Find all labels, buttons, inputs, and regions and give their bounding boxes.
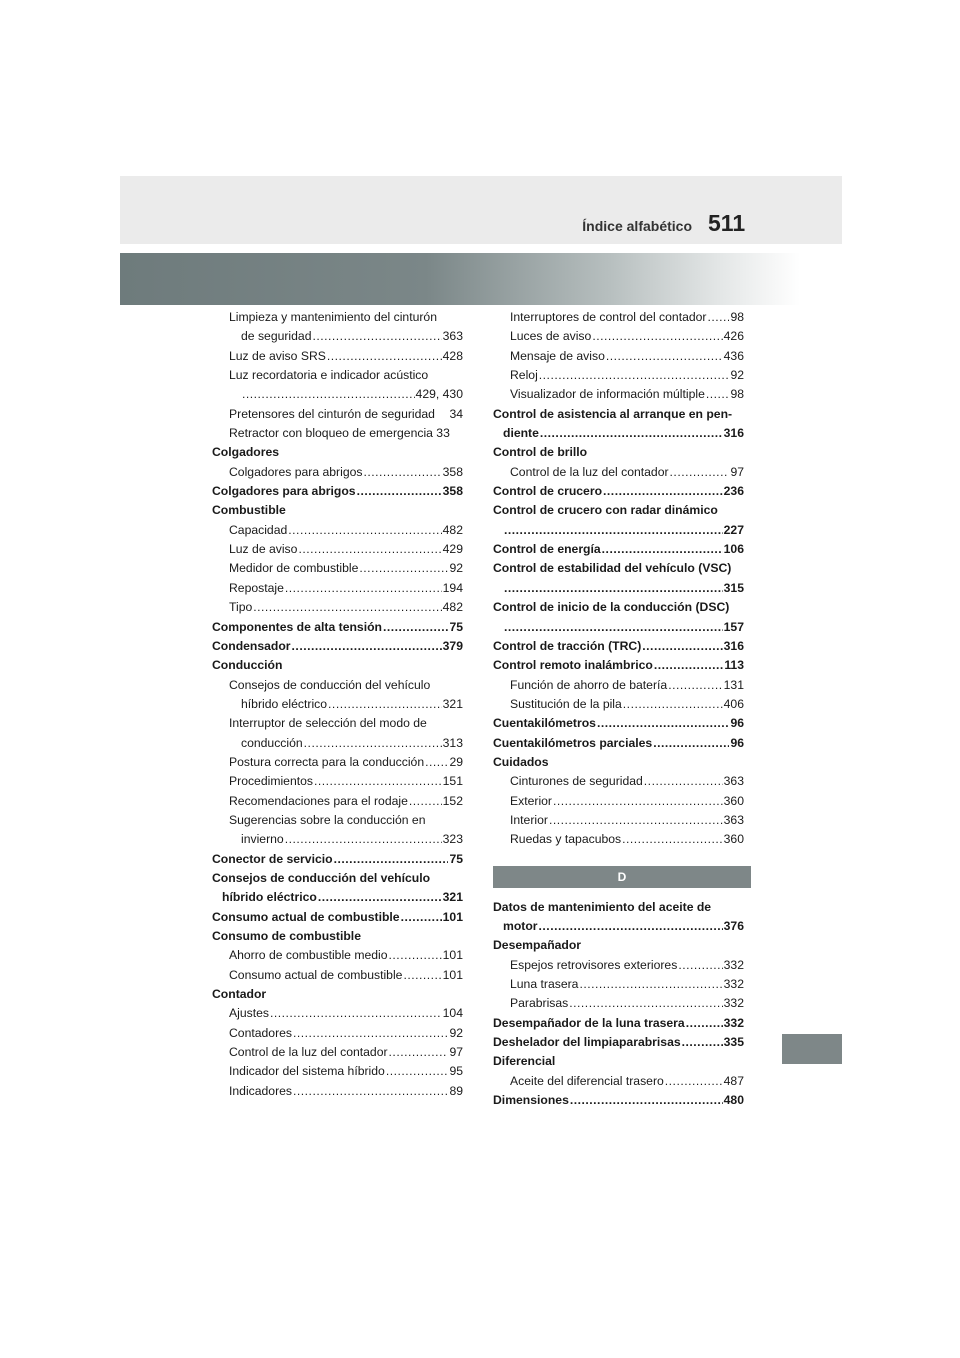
index-entry-text: Capacidad: [229, 522, 288, 537]
index-entry-page: 194: [442, 580, 463, 595]
index-entry-text: Contadores: [229, 1025, 293, 1040]
index-entry: [212, 347, 463, 366]
dot-leader: [654, 656, 724, 675]
index-entry: [493, 424, 744, 443]
index-entry-text: Combustible: [212, 503, 286, 518]
dot-leader: [363, 463, 441, 482]
index-entry-page: 335: [723, 1035, 744, 1050]
index-entry: [493, 734, 744, 753]
index-entry: [493, 327, 744, 346]
index-entry-page: 321: [442, 890, 463, 905]
index-entry: [493, 1072, 744, 1091]
index-entry: [212, 676, 463, 695]
dot-leader: [602, 540, 723, 559]
index-entry-page: 101: [442, 948, 463, 963]
index-entry: [212, 327, 463, 346]
index-entry: [493, 385, 744, 404]
index-entry-text: Control de asistencia al arranque en pen-: [493, 406, 733, 421]
index-entry: [212, 637, 463, 656]
index-entry-page: 358: [442, 484, 463, 499]
dot-leader: [540, 424, 723, 443]
index-entry-text: Tipo: [229, 600, 253, 615]
index-entry: [212, 1004, 463, 1023]
index-entry: [493, 714, 744, 733]
index-entry: [212, 927, 463, 946]
index-entry-text: Indicador del sistema híbrido: [229, 1064, 385, 1079]
dot-leader: [389, 1043, 449, 1062]
index-entry: [493, 1052, 744, 1071]
index-entry-text: híbrido eléctrico: [222, 890, 317, 905]
index-entry: [212, 385, 463, 404]
dot-leader: [293, 1082, 448, 1101]
index-entry: [493, 695, 744, 714]
index-entry-text: Conector de servicio: [212, 851, 333, 866]
index-entry: [493, 1033, 744, 1052]
index-entry-page: 358: [442, 464, 463, 479]
index-entry-text: Consejos de conducción del vehículo: [229, 677, 431, 692]
index-entry-page: 360: [723, 832, 744, 847]
index-entry-page: 152: [442, 793, 463, 808]
index-entry-text: Mensaje de aviso: [510, 348, 605, 363]
dot-leader: [386, 1062, 449, 1081]
index-entry: [212, 985, 463, 1004]
dot-leader: [318, 888, 442, 907]
dot-leader: [270, 1004, 442, 1023]
index-entry-page: 313: [442, 735, 463, 750]
index-entry-page: 92: [730, 368, 744, 383]
index-entry: [493, 917, 744, 936]
index-entry: [212, 540, 463, 559]
index-entry-text: Visualizador de información múltiple: [510, 387, 705, 402]
index-entry-text: Espejos retrovisores exteriores: [510, 957, 678, 972]
index-entry: [493, 405, 744, 424]
index-entry-page: 89: [449, 1083, 463, 1098]
index-entry: [212, 521, 463, 540]
index-entry-text: Recomendaciones para el rodaje: [229, 793, 408, 808]
index-entry-text: Interruptores de control del contador: [510, 310, 707, 324]
dot-leader: [642, 637, 722, 656]
index-entry-page: 98: [730, 310, 744, 324]
dot-leader: [597, 714, 729, 733]
index-entry-text: Control de tracción (TRC): [493, 638, 642, 653]
index-entry: [212, 1082, 463, 1101]
index-entry-page: 376: [723, 918, 744, 933]
dot-leader: [312, 327, 441, 346]
index-entry-page: 34: [449, 406, 463, 421]
dot-leader: [334, 850, 449, 869]
index-entry-page: 482: [442, 522, 463, 537]
index-entry: [493, 811, 744, 830]
index-entry-page: 113: [724, 658, 744, 673]
index-entry-page: 323: [442, 832, 463, 847]
index-entry: [493, 540, 744, 559]
dot-leader: [504, 579, 723, 598]
index-entry: [212, 811, 463, 830]
dot-leader: [314, 772, 442, 791]
dot-leader: [539, 917, 723, 936]
index-entry-page: 315: [723, 580, 744, 595]
dot-leader: [359, 559, 448, 578]
dot-leader: [389, 946, 442, 965]
index-entry-text: Cinturones de seguridad: [510, 774, 643, 789]
index-entry-text: de seguridad: [241, 329, 312, 344]
index-entry-text: Control de crucero: [493, 484, 603, 499]
index-entry: [212, 966, 463, 985]
index-entry: [493, 772, 744, 791]
index-entry: [212, 618, 463, 637]
dot-leader: [293, 1024, 448, 1043]
index-entry-page: 106: [723, 542, 744, 557]
index-entry: [493, 975, 744, 994]
index-entry-text: Interior: [510, 812, 548, 827]
dot-leader: [592, 327, 722, 346]
dot-leader: [549, 811, 723, 830]
index-entry-text: Cuentakilómetros: [493, 716, 596, 731]
dot-leader: [285, 830, 442, 849]
index-entry-page: 101: [442, 909, 463, 924]
index-entry-text: Sugerencias sobre la conducción en: [229, 812, 426, 827]
index-entry-text: Colgadores para abrigos: [212, 484, 356, 499]
index-entry-page: 429, 430: [415, 387, 463, 402]
dot-leader: [553, 792, 723, 811]
header-gradient-band: [120, 253, 800, 305]
dot-leader: [622, 830, 723, 849]
index-entry: [493, 994, 744, 1013]
index-entry-text: Reloj: [510, 368, 538, 383]
index-entry-text: Sustitución de la pila: [510, 696, 622, 711]
index-entry-text: Cuidados: [493, 754, 549, 769]
letter-section-band: D: [493, 866, 751, 888]
index-entry: [493, 1091, 744, 1110]
index-entry-text: Medidor de combustible: [229, 561, 359, 576]
dot-leader: [579, 975, 722, 994]
index-entry-page: 428: [442, 348, 463, 363]
index-entry-text: Consumo actual de combustible: [212, 909, 400, 924]
index-entry-text: Postura correcta para la conducción: [229, 754, 425, 769]
index-entry-text: Deshelador del limpiaparabrisas: [493, 1035, 681, 1050]
dot-leader: [292, 637, 442, 656]
dot-leader: [678, 956, 722, 975]
index-entry-text: Datos de mantenimiento del aceite de: [493, 899, 712, 914]
index-entry-text: Control de energía: [493, 542, 601, 557]
dot-leader: [623, 695, 723, 714]
index-entry-page: 379: [442, 638, 463, 653]
index-entry-page: 482: [442, 600, 463, 615]
index-entry: [493, 579, 744, 598]
dot-leader: [606, 347, 723, 366]
index-entry: [493, 830, 744, 849]
dot-leader: [403, 966, 441, 985]
index-entry: [212, 753, 463, 772]
index-entry-page: 436: [723, 348, 744, 363]
dot-leader: [253, 598, 441, 617]
index-entry: [212, 714, 463, 733]
index-entry: [212, 1024, 463, 1043]
dot-leader: [285, 579, 442, 598]
index-entry: [493, 676, 744, 695]
index-entry: [493, 308, 744, 327]
index-entry: [493, 347, 744, 366]
index-entry-text: Ahorro de combustible medio: [229, 948, 388, 963]
index-entry-page: 75: [449, 619, 463, 634]
index-entry-page: 321: [442, 696, 463, 711]
index-entry-text: Retractor con bloqueo de emergencia 33: [229, 426, 450, 441]
index-entry-page: 98: [730, 387, 744, 402]
index-entry-text: Ruedas y tapacubos: [510, 832, 622, 847]
index-entry: [212, 734, 463, 753]
index-entry: [212, 482, 463, 501]
dot-leader: [570, 1091, 723, 1110]
index-entry: [212, 424, 463, 443]
index-entry: [212, 501, 463, 520]
index-column-left: [212, 308, 463, 1101]
dot-leader: [707, 308, 729, 327]
index-entry-text: Desempañador de la luna trasera: [493, 1015, 685, 1030]
index-entry: [493, 637, 744, 656]
dot-leader: [304, 734, 442, 753]
index-entry-page: 97: [449, 1045, 463, 1060]
index-entry-page: 96: [730, 716, 744, 731]
index-entry-page: 360: [723, 793, 744, 808]
index-entry: [212, 695, 463, 714]
dot-leader: [425, 753, 448, 772]
index-entry: [493, 521, 744, 540]
index-entry-page: 131: [723, 677, 744, 692]
index-entry-page: 332: [723, 996, 744, 1011]
index-entry-page: 92: [449, 561, 463, 576]
index-entry: [212, 443, 463, 462]
index-entry-text: Conducción: [212, 658, 283, 673]
index-entry-page: 316: [723, 638, 744, 653]
index-entry-page: 480: [723, 1093, 744, 1108]
index-entry: [493, 1014, 744, 1033]
index-entry: [212, 946, 463, 965]
index-entry-text: Diferencial: [493, 1054, 556, 1069]
index-entry-page: 95: [449, 1064, 463, 1079]
index-entry: [212, 772, 463, 791]
page-number: 511: [708, 210, 746, 236]
index-entry: [212, 869, 463, 888]
index-entry: [493, 936, 744, 955]
index-entry: [493, 501, 744, 520]
index-entry-text: Luna trasera: [510, 977, 579, 991]
index-entry-page: 426: [723, 329, 744, 344]
index-entry: [212, 1043, 463, 1062]
index-entry-page: 332: [723, 957, 744, 972]
index-entry: [212, 888, 463, 907]
dot-leader: [409, 792, 442, 811]
index-entry-text: Colgadores para abrigos: [229, 464, 363, 479]
dot-leader: [288, 521, 441, 540]
index-entry-text: Indicadores: [229, 1083, 293, 1098]
index-entry-text: Luces de aviso: [510, 329, 592, 344]
index-entry-page: 97: [730, 464, 744, 479]
index-entry: [212, 792, 463, 811]
index-entry-text: Control de crucero con radar dinámico: [493, 503, 718, 518]
index-entry-page: 316: [723, 426, 744, 441]
dot-leader: [504, 618, 723, 637]
index-entry: [493, 753, 744, 772]
dot-leader: [665, 1072, 723, 1091]
dot-leader: [668, 676, 722, 695]
index-entry-text: diente: [503, 426, 539, 441]
index-entry: [493, 443, 744, 462]
index-entry: [212, 908, 463, 927]
index-entry-text: Control de estabilidad del vehículo (VSC): [493, 561, 732, 576]
index-entry-text: Cuentakilómetros parciales: [493, 735, 653, 750]
index-entry: [493, 656, 744, 675]
dot-leader: [327, 347, 442, 366]
index-entry: [493, 559, 744, 578]
index-entry-text: Repostaje: [229, 580, 284, 595]
index-entry-page: 227: [723, 522, 744, 537]
index-entry-text: Colgadores: [212, 445, 280, 460]
index-entry-text: Dimensiones: [493, 1093, 569, 1108]
index-entry: [493, 956, 744, 975]
index-entry-text: Procedimientos: [229, 774, 313, 789]
index-entry-text: Contador: [212, 987, 267, 1002]
index-entry: [493, 618, 744, 637]
index-entry: [212, 579, 463, 598]
index-entry-page: 104: [442, 1006, 463, 1021]
index-entry-text: Aceite del diferencial trasero: [510, 1073, 664, 1088]
dot-leader: [569, 994, 722, 1013]
dot-leader: [328, 695, 442, 714]
index-entry-text: Desempañador: [493, 938, 582, 953]
index-entry-page: 332: [723, 1015, 744, 1030]
index-entry-text: Control de la luz del contador: [510, 464, 669, 479]
index-entry-page: 29: [449, 754, 463, 769]
index-entry-page: 332: [723, 977, 744, 991]
dot-leader: [644, 772, 723, 791]
index-entry-text: híbrido eléctrico: [241, 696, 328, 711]
index-entry-text: invierno: [241, 832, 284, 847]
index-entry: [493, 792, 744, 811]
side-thumb-tab: [782, 1034, 842, 1064]
index-entry-text: Limpieza y mantenimiento del cinturón: [229, 310, 437, 324]
dot-leader: [504, 521, 723, 540]
index-entry-text: Condensador: [212, 638, 291, 653]
index-entry-text: Exterior: [510, 793, 552, 808]
index-entry-text: Parabrisas: [510, 996, 569, 1011]
index-entry: [493, 463, 744, 482]
index-entry-page: 236: [723, 484, 744, 499]
section-title: Índice alfabético: [582, 218, 692, 234]
index-entry-text: Ajustes: [229, 1006, 269, 1021]
index-entry-text: Función de ahorro de batería: [510, 677, 668, 692]
index-entry-text: Control remoto inalámbrico: [493, 658, 653, 673]
index-entry-page: 157: [723, 619, 744, 634]
index-entry-text: Control de inicio de la conducción (DSC): [493, 600, 730, 615]
index-entry: [212, 463, 463, 482]
index-entry-page: 406: [723, 696, 744, 711]
index-entry-page: 151: [442, 774, 463, 789]
index-entry-text: Luz de aviso SRS: [229, 348, 326, 363]
index-entry: [493, 898, 744, 917]
dot-leader: [298, 540, 441, 559]
index-entry: [212, 405, 463, 424]
index-entry: [212, 366, 463, 385]
index-entry-text: Interruptor de selección del modo de: [229, 716, 427, 731]
dot-leader: [383, 618, 448, 637]
index-entry-page: 487: [723, 1073, 744, 1088]
index-column-right: [493, 308, 744, 1110]
index-entry-page: 363: [442, 329, 463, 344]
index-entry: [212, 830, 463, 849]
index-entry-text: Control de la luz del contador: [229, 1045, 388, 1060]
dot-leader: [706, 385, 730, 404]
index-entry-text: Componentes de alta tensión: [212, 619, 382, 634]
index-entry-text: conducción: [241, 735, 303, 750]
index-entry-text: Consumo actual de combustible: [229, 967, 403, 982]
index-entry: [212, 559, 463, 578]
index-entry-page: 429: [442, 542, 463, 557]
index-entry-page: 92: [449, 1025, 463, 1040]
dot-leader: [603, 482, 723, 501]
index-entry-page: 101: [442, 967, 463, 982]
index-entry: [212, 308, 463, 327]
index-entry-text: motor: [503, 918, 538, 933]
index-entry-page: 96: [730, 735, 744, 750]
dot-leader: [653, 734, 729, 753]
dot-leader: [242, 385, 415, 404]
index-entry-page: 363: [723, 774, 744, 789]
index-entry-page: 75: [449, 851, 463, 866]
index-entry: [212, 850, 463, 869]
dot-leader: [670, 463, 730, 482]
index-entry-text: Control de brillo: [493, 445, 588, 460]
index-entry-text: Pretensores del cinturón de seguridad: [229, 406, 435, 421]
index-entry: [212, 598, 463, 617]
dot-leader: [682, 1033, 723, 1052]
index-entry: [212, 1062, 463, 1081]
dot-leader: [539, 366, 730, 385]
index-entry: [493, 366, 744, 385]
index-entry: [493, 598, 744, 617]
index-entry: [212, 656, 463, 675]
dot-leader: [357, 482, 442, 501]
dot-leader: [686, 1014, 723, 1033]
index-entry-text: Luz de aviso: [229, 542, 298, 557]
index-entry: [493, 482, 744, 501]
index-entry-text: Consumo de combustible: [212, 929, 361, 943]
index-entry-page: 363: [723, 812, 744, 827]
index-entry-text: Consejos de conducción del vehículo: [212, 870, 431, 885]
dot-leader: [401, 908, 442, 927]
index-entry-text: Luz recordatoria e indicador acústico: [229, 368, 429, 383]
